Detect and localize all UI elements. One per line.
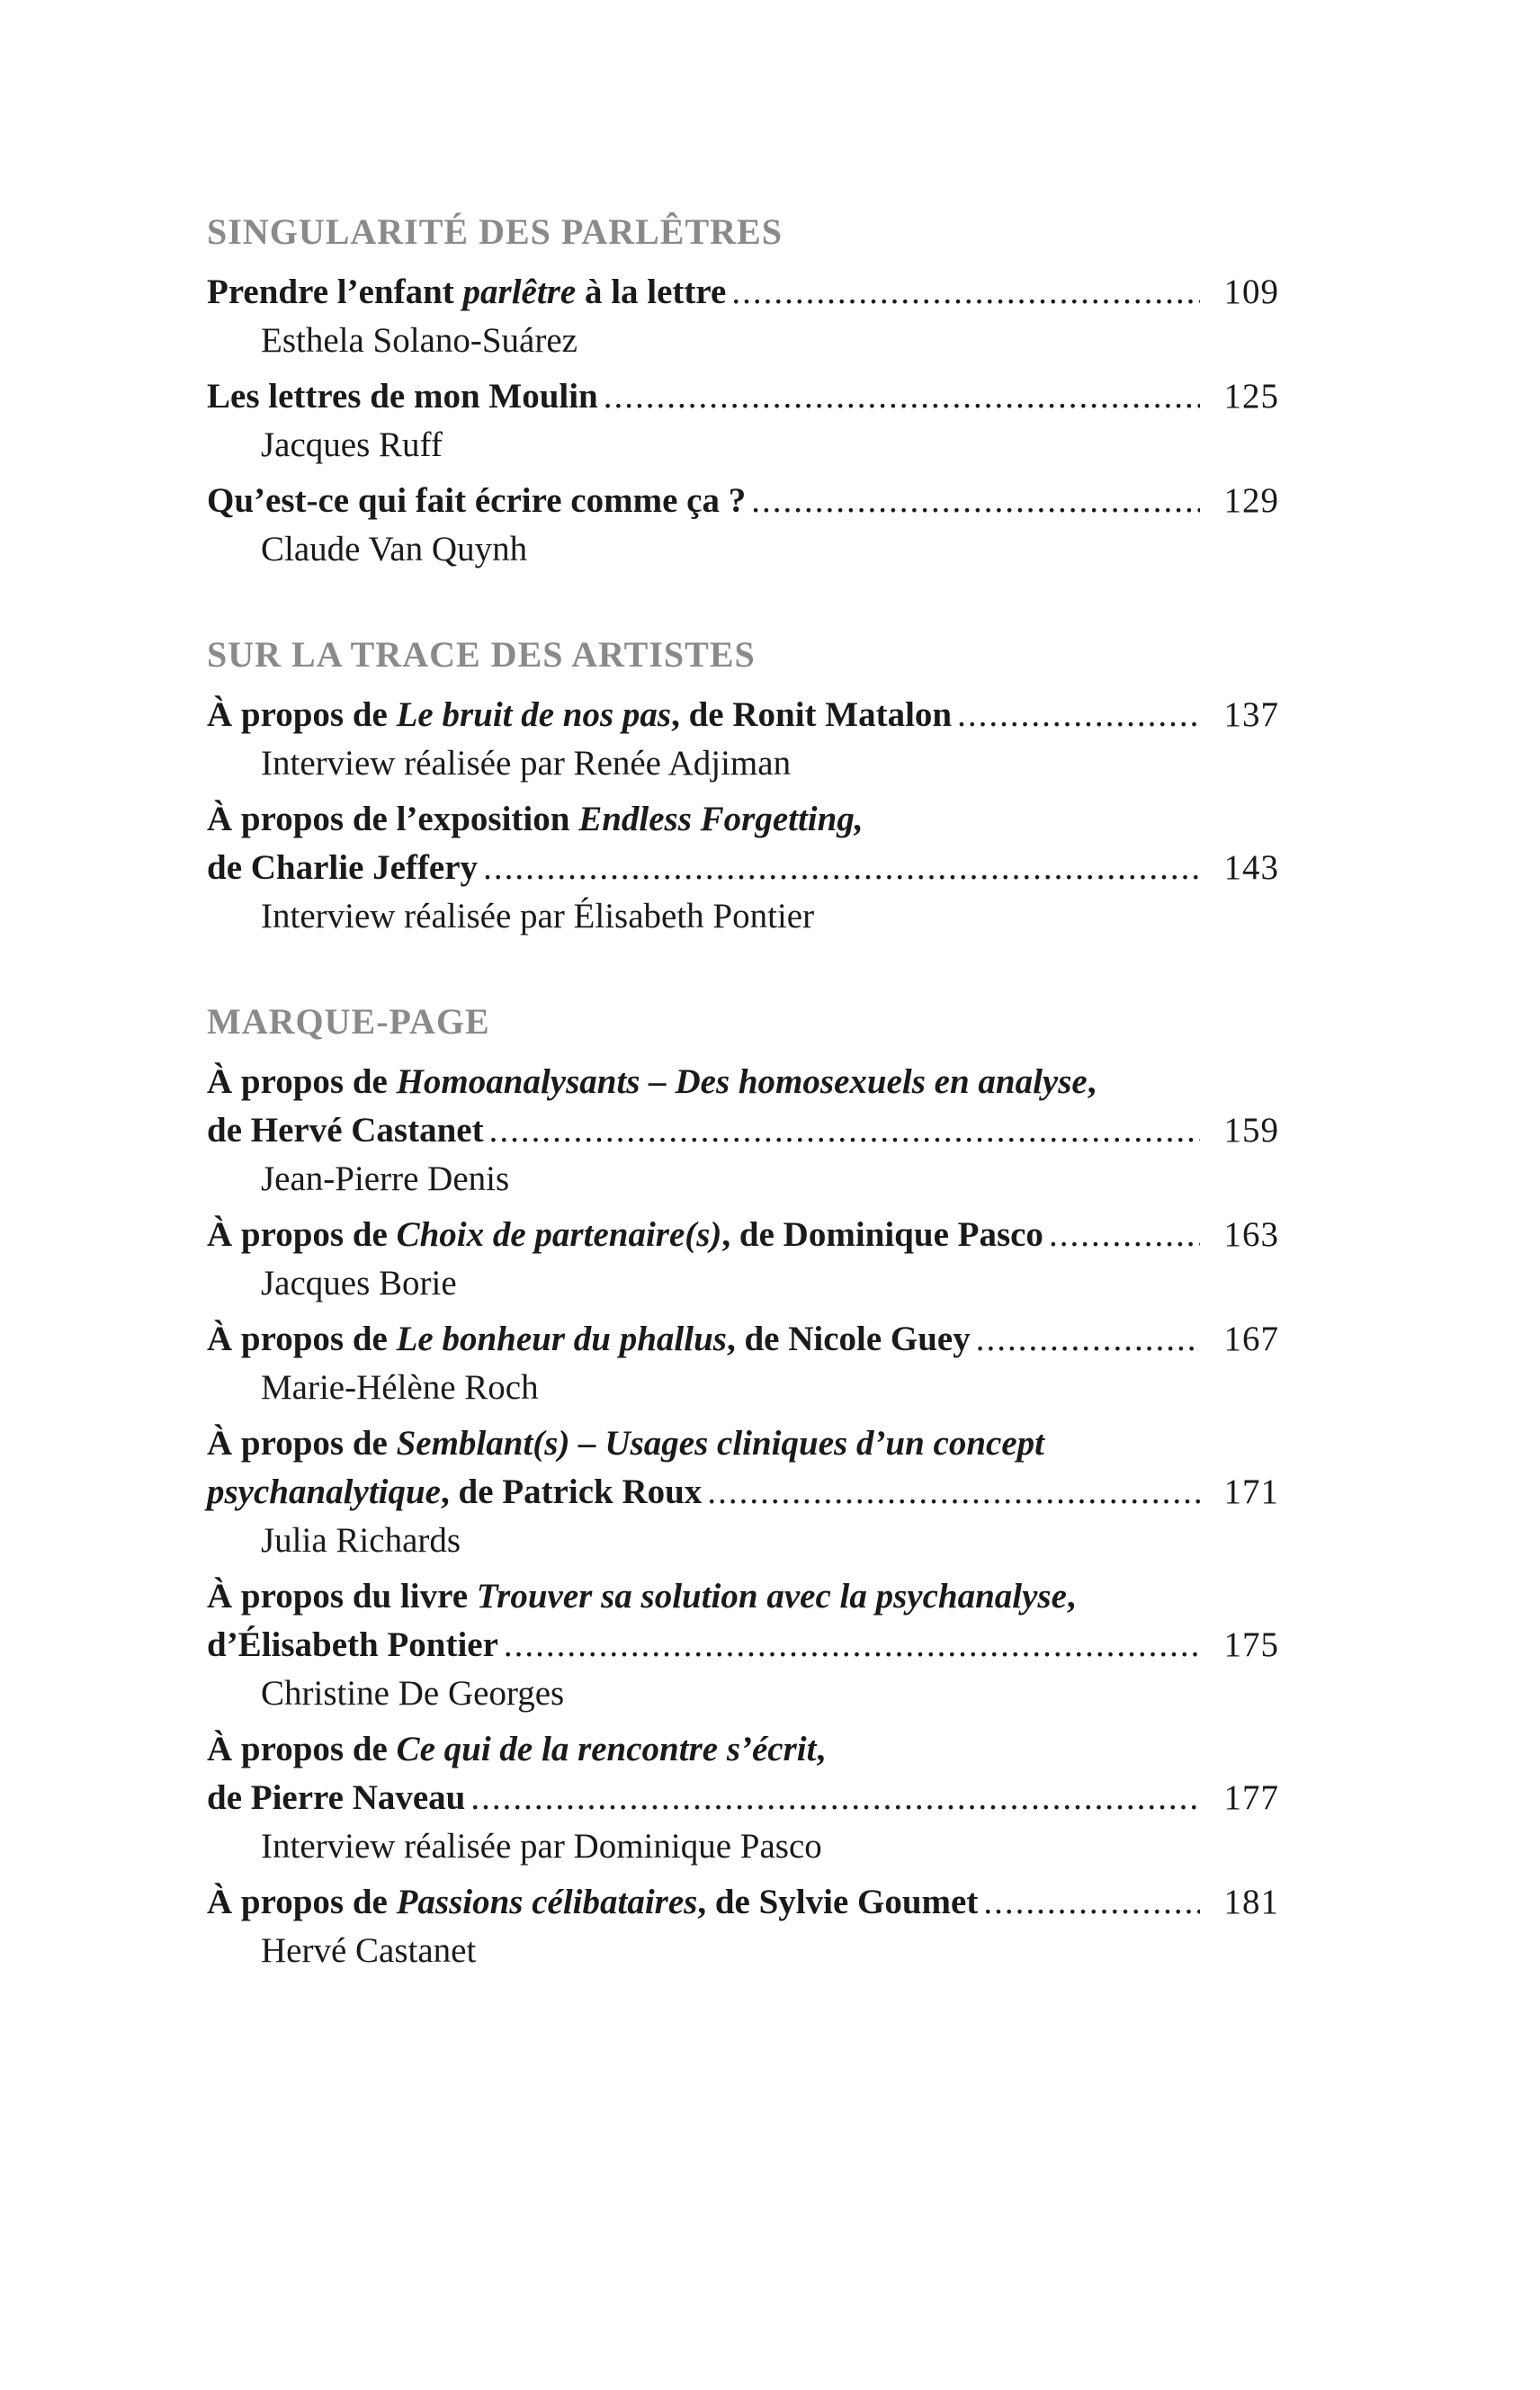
title-part: de Pierre Naveau (207, 1778, 466, 1817)
dot-leader (983, 1878, 1200, 1927)
dot-leader (483, 844, 1200, 892)
section-title: SUR LA TRACE DES ARTISTES (207, 634, 756, 675)
page-number: 137 (1223, 695, 1279, 734)
entry-author: Christine De Georges (261, 1674, 565, 1713)
entry-title-line (207, 844, 1279, 892)
entry-author: Jacques Ruff (261, 425, 443, 464)
toc-entry (207, 372, 1279, 470)
title-part: À propos de l’exposition (207, 800, 579, 838)
entry-author: Marie-Hélène Roch (261, 1368, 539, 1407)
entry-author: Hervé Castanet (261, 1931, 477, 1970)
entry-title-line (207, 1878, 1279, 1927)
entry-title (207, 1577, 1076, 1616)
entry-title-line (207, 1572, 1279, 1621)
title-italic-part: parlêtre (462, 273, 577, 311)
entry-title-line (207, 795, 1279, 844)
page-number: 129 (1223, 481, 1279, 520)
table-of-contents (207, 207, 1279, 2031)
dot-leader (751, 477, 1200, 525)
toc-entry (207, 1878, 1279, 1975)
page-number: 171 (1223, 1472, 1279, 1511)
entry-author: Jacques Borie (261, 1264, 457, 1302)
toc-section (207, 207, 1279, 574)
toc-section (207, 630, 1279, 941)
entry-title (207, 1730, 825, 1768)
title-part: , de Sylvie Goumet (697, 1883, 979, 1921)
section-title: SINGULARITÉ DES PARLÊTRES (207, 211, 783, 252)
entry-author: Interview réalisée par Renée Adjiman (261, 744, 792, 783)
entry-title (207, 268, 726, 317)
title-italic-part: Trouver sa solution avec la psychanalyse (476, 1577, 1067, 1616)
title-part: À propos de (207, 1424, 397, 1463)
toc-entry (207, 1419, 1279, 1565)
dot-leader (504, 1621, 1200, 1669)
entry-title (207, 372, 598, 421)
entry-title-line (207, 1058, 1279, 1106)
dot-leader (604, 372, 1200, 421)
entry-author: Interview réalisée par Élisabeth Pontier (261, 897, 815, 935)
entry-title-line (207, 372, 1279, 421)
dot-leader (707, 1468, 1200, 1517)
title-italic-part: Le bruit de nos pas (396, 695, 672, 734)
title-italic-part: psychanalytique (207, 1472, 441, 1511)
page-number: 109 (1223, 273, 1279, 311)
title-italic-part: Ce qui de la rencontre s’écrit (396, 1730, 817, 1768)
title-part: , de Patrick Roux (441, 1472, 703, 1511)
entry-title-line (207, 1211, 1279, 1259)
entry-title (207, 477, 746, 525)
dot-leader (731, 268, 1200, 317)
title-part: , (816, 1730, 826, 1768)
page-number: 125 (1223, 377, 1279, 416)
title-part: , de Nicole Guey (726, 1320, 971, 1358)
entry-title (207, 1062, 1096, 1101)
entry-title-line (207, 691, 1279, 739)
entry-title-line (207, 1315, 1279, 1364)
entry-title-line (207, 1106, 1279, 1155)
title-part: de Hervé Castanet (207, 1111, 484, 1150)
toc-entry (207, 477, 1279, 574)
title-italic-part: Choix de partenaire(s) (396, 1215, 722, 1254)
entry-author: Claude Van Quynh (261, 530, 528, 568)
toc-section (207, 997, 1279, 1975)
entry-title (207, 1315, 971, 1364)
entry-author: Esthela Solano-Suárez (261, 321, 578, 360)
title-part: , de Dominique Pasco (721, 1215, 1043, 1254)
entry-author: Jean-Pierre Denis (261, 1159, 510, 1198)
entry-title-line (207, 1621, 1279, 1669)
page-number: 181 (1223, 1883, 1279, 1921)
entry-author: Julia Richards (261, 1521, 461, 1560)
toc-entry (207, 1725, 1279, 1871)
title-part: , (1066, 1577, 1076, 1616)
entry-title-line (207, 477, 1279, 525)
entry-title (207, 1774, 465, 1822)
page-number: 159 (1223, 1111, 1279, 1150)
entry-title (207, 844, 478, 892)
entry-title-line (207, 1774, 1279, 1822)
page-number: 175 (1223, 1625, 1279, 1664)
entry-title (207, 1621, 498, 1669)
title-part: d’Élisabeth Pontier (207, 1625, 498, 1664)
entry-title (207, 1211, 1043, 1259)
title-part: Prendre l’enfant (207, 273, 463, 311)
title-italic-part: Passions célibataires (396, 1883, 698, 1921)
title-italic-part: Semblant(s) – Usages cliniques d’un concept (396, 1424, 1045, 1463)
dot-leader (957, 691, 1200, 739)
title-part: À propos de (207, 1062, 397, 1101)
section-title: MARQUE-PAGE (207, 1001, 490, 1042)
entry-title (207, 1424, 1044, 1463)
entry-title-line (207, 1725, 1279, 1774)
toc-entry (207, 1211, 1279, 1308)
page-number: 177 (1223, 1778, 1279, 1817)
entry-title-line (207, 268, 1279, 317)
dot-leader (1049, 1211, 1200, 1259)
title-part: de Charlie Jeffery (207, 848, 479, 887)
title-part: À propos du livre (207, 1577, 477, 1616)
dot-leader (976, 1315, 1200, 1364)
toc-entry (207, 1315, 1279, 1412)
title-part: à la lettre (576, 273, 727, 311)
entry-title (207, 1468, 702, 1517)
entry-title (207, 691, 952, 739)
page-number: 163 (1223, 1215, 1279, 1254)
toc-entry (207, 268, 1279, 365)
dot-leader (489, 1106, 1200, 1155)
entry-title-line (207, 1419, 1279, 1468)
toc-entry (207, 691, 1279, 788)
title-part: À propos de (207, 1215, 397, 1254)
title-part: Les lettres de mon Moulin (207, 377, 598, 416)
title-part: À propos de (207, 1320, 397, 1358)
toc-entry (207, 1058, 1279, 1204)
title-part: Qu’est-ce qui fait écrire comme ça ? (207, 481, 747, 520)
entry-title (207, 1106, 484, 1155)
entry-title (207, 1878, 978, 1927)
toc-entry (207, 1572, 1279, 1718)
page-number: 167 (1223, 1320, 1279, 1358)
title-part: À propos de (207, 695, 397, 734)
title-part: , de Ronit Matalon (671, 695, 953, 734)
toc-entry (207, 795, 1279, 941)
title-part: , (1087, 1062, 1097, 1101)
title-italic-part: Homoanalysants – Des homosexuels en analyse (396, 1062, 1088, 1101)
title-part: À propos de (207, 1730, 397, 1768)
title-italic-part: Le bonheur du phallus (396, 1320, 727, 1358)
dot-leader (470, 1774, 1200, 1822)
entry-title (207, 800, 864, 838)
title-part: À propos de (207, 1883, 397, 1921)
entry-title-line (207, 1468, 1279, 1517)
entry-author: Interview réalisée par Dominique Pasco (261, 1827, 822, 1866)
title-italic-part: Endless Forgetting, (578, 800, 864, 838)
page-number: 143 (1223, 848, 1279, 887)
